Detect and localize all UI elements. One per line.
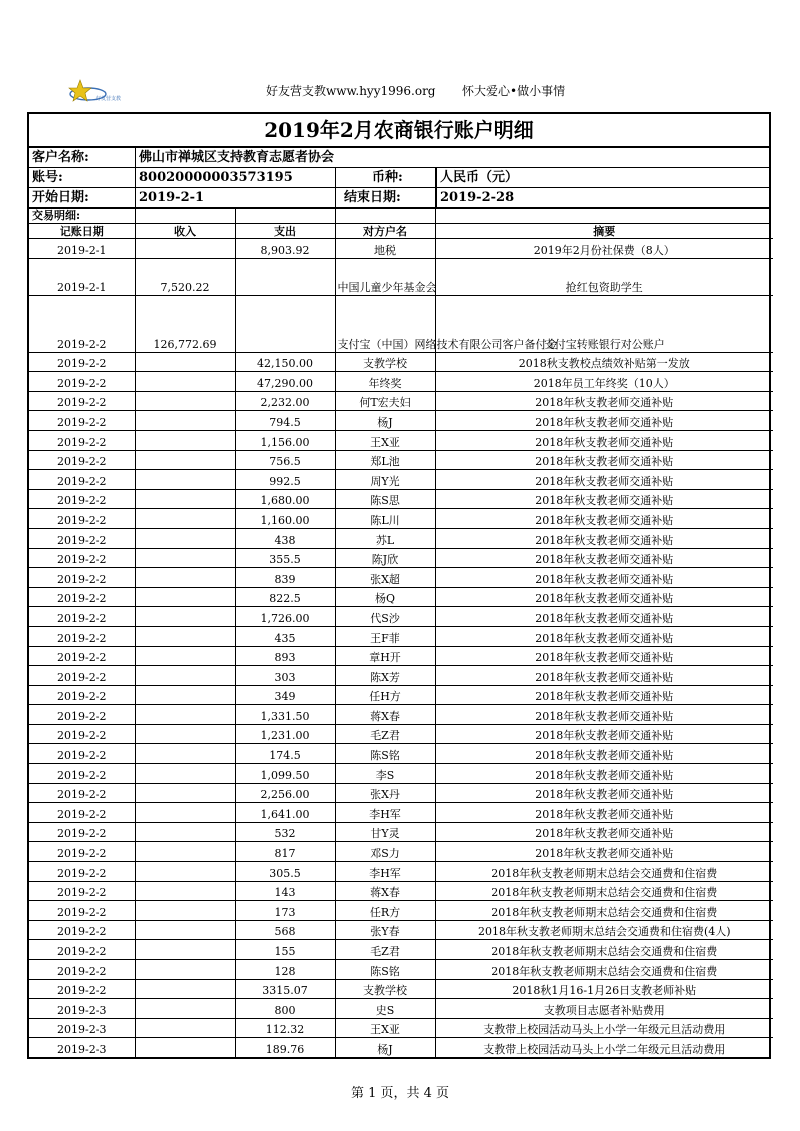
row-memo: 2018年秋支教老师交通补贴	[435, 548, 773, 568]
date-range-row	[29, 188, 769, 209]
row-party: 支教学校	[335, 979, 435, 999]
row-date: 2019-2-2	[29, 411, 135, 431]
row-expense: 435	[235, 626, 335, 646]
row-party: 李S	[335, 764, 435, 784]
row-expense: 47,290.00	[235, 372, 335, 392]
table-row	[29, 881, 773, 901]
table-row	[29, 411, 773, 431]
row-income	[135, 1018, 235, 1038]
row-date: 2019-2-2	[29, 489, 135, 509]
row-expense: 1,726.00	[235, 607, 335, 627]
row-income	[135, 705, 235, 725]
row-date: 2019-2-2	[29, 842, 135, 862]
row-expense: 756.5	[235, 450, 335, 470]
row-date: 2019-2-2	[29, 744, 135, 764]
customer-value: 佛山市禅城区支持教育志愿者协会	[135, 148, 771, 167]
row-memo: 2018年秋支教老师期末总结会交通费和住宿费	[435, 901, 773, 921]
row-expense: 438	[235, 528, 335, 548]
row-party: 张X丹	[335, 783, 435, 803]
row-income	[135, 842, 235, 862]
row-income	[135, 666, 235, 686]
row-memo: 2018年秋支教老师期末总结会交通费和住宿费	[435, 960, 773, 980]
row-expense: 8,903.92	[235, 239, 335, 259]
row-expense	[235, 258, 335, 295]
row-party: 杨Q	[335, 587, 435, 607]
slogan-text: 怀大爱心•做小事情	[462, 84, 566, 98]
row-party: 年终奖	[335, 372, 435, 392]
table-row	[29, 607, 773, 627]
currency-label: 币种:	[335, 168, 435, 187]
table-row	[29, 744, 773, 764]
row-party: 代S沙	[335, 607, 435, 627]
detail-blank-4	[435, 209, 771, 223]
row-party: 中国儿童少年基金会	[335, 258, 435, 295]
row-date: 2019-2-2	[29, 764, 135, 784]
detail-blank-2	[235, 209, 335, 223]
row-expense: 189.76	[235, 1038, 335, 1057]
row-party: 蒋X春	[335, 881, 435, 901]
row-date: 2019-2-2	[29, 470, 135, 490]
end-date-value: 2019-2-28	[435, 188, 771, 207]
row-party: 张X超	[335, 568, 435, 588]
table-row	[29, 258, 773, 295]
row-date: 2019-2-2	[29, 587, 135, 607]
row-expense: 173	[235, 901, 335, 921]
col-header-income: 收入	[135, 224, 235, 239]
row-expense: 1,156.00	[235, 430, 335, 450]
row-expense: 303	[235, 666, 335, 686]
row-memo: 抢红包资助学生	[435, 258, 773, 295]
row-expense: 355.5	[235, 548, 335, 568]
row-party: 何T宏夫妇	[335, 391, 435, 411]
row-income	[135, 920, 235, 940]
row-expense: 794.5	[235, 411, 335, 431]
row-memo: 支付宝转账银行对公账户	[435, 295, 773, 352]
row-memo: 2018年员工年终奖（10人）	[435, 372, 773, 392]
row-party: 蒋X春	[335, 705, 435, 725]
row-date: 2019-2-2	[29, 960, 135, 980]
row-memo: 2018年秋支教老师交通补贴	[435, 646, 773, 666]
row-expense: 112.32	[235, 1018, 335, 1038]
row-expense: 568	[235, 920, 335, 940]
row-party: 李H军	[335, 803, 435, 823]
table-row	[29, 626, 773, 646]
row-date: 2019-2-3	[29, 1038, 135, 1057]
row-expense: 3315.07	[235, 979, 335, 999]
row-expense: 1,331.50	[235, 705, 335, 725]
table-row	[29, 979, 773, 999]
account-label: 账号:	[32, 170, 63, 185]
row-income	[135, 960, 235, 980]
start-date-label: 开始日期:	[32, 190, 89, 205]
table-row	[29, 295, 773, 352]
row-party: 陈L川	[335, 509, 435, 529]
row-expense: 143	[235, 881, 335, 901]
start-date-value: 2019-2-1	[135, 188, 335, 207]
table-row	[29, 862, 773, 882]
row-memo: 2018年秋支教老师交通补贴	[435, 411, 773, 431]
table-row	[29, 568, 773, 588]
row-memo: 2018年秋支教老师期末总结会交通费和住宿费	[435, 881, 773, 901]
row-date: 2019-2-2	[29, 450, 135, 470]
row-income	[135, 391, 235, 411]
row-income	[135, 646, 235, 666]
row-date: 2019-2-2	[29, 391, 135, 411]
row-income	[135, 372, 235, 392]
row-party: 陈S铭	[335, 960, 435, 980]
ledger-sheet	[27, 112, 771, 1059]
row-party: 陈S铭	[335, 744, 435, 764]
row-party: 史S	[335, 999, 435, 1019]
row-party: 周Y光	[335, 470, 435, 490]
row-memo: 2018年秋支教老师交通补贴	[435, 685, 773, 705]
table-row	[29, 430, 773, 450]
row-income	[135, 822, 235, 842]
row-memo: 2018秋支教校点绩效补贴第一发放	[435, 352, 773, 372]
row-memo: 支教带上校园活动马头上小学二年级元旦活动费用	[435, 1038, 773, 1057]
row-date: 2019-2-2	[29, 548, 135, 568]
row-expense: 1,099.50	[235, 764, 335, 784]
row-expense: 992.5	[235, 470, 335, 490]
row-expense: 128	[235, 960, 335, 980]
detail-label-row	[29, 209, 769, 224]
row-memo: 2018年秋支教老师交通补贴	[435, 626, 773, 646]
col-header-memo: 摘要	[435, 224, 773, 239]
row-expense: 1,641.00	[235, 803, 335, 823]
account-row	[29, 168, 769, 188]
row-party: 李H军	[335, 862, 435, 882]
detail-label: 交易明细:	[32, 209, 81, 222]
row-expense: 817	[235, 842, 335, 862]
row-date: 2019-2-2	[29, 881, 135, 901]
row-income	[135, 239, 235, 259]
row-date: 2019-2-2	[29, 646, 135, 666]
row-memo: 2018年秋支教老师交通补贴	[435, 842, 773, 862]
table-row	[29, 999, 773, 1019]
row-date: 2019-2-2	[29, 666, 135, 686]
row-date: 2019-2-2	[29, 685, 135, 705]
table-row	[29, 822, 773, 842]
row-memo: 2018年秋支教老师期末总结会交通费和住宿费	[435, 862, 773, 882]
row-income	[135, 470, 235, 490]
row-income	[135, 783, 235, 803]
table-row	[29, 940, 773, 960]
row-date: 2019-2-2	[29, 295, 135, 352]
customer-row	[29, 148, 769, 168]
row-income	[135, 724, 235, 744]
table-row	[29, 646, 773, 666]
row-party: 任R方	[335, 901, 435, 921]
table-row	[29, 842, 773, 862]
row-party: 郑L池	[335, 450, 435, 470]
row-income	[135, 803, 235, 823]
row-date: 2019-2-2	[29, 901, 135, 921]
row-expense: 822.5	[235, 587, 335, 607]
row-income	[135, 626, 235, 646]
row-memo: 2018年秋支教老师交通补贴	[435, 822, 773, 842]
row-date: 2019-2-2	[29, 430, 135, 450]
table-header-row	[29, 224, 773, 239]
row-income	[135, 509, 235, 529]
row-income	[135, 764, 235, 784]
row-party: 支教学校	[335, 352, 435, 372]
row-party: 陈S思	[335, 489, 435, 509]
row-memo: 2019年2月份社保费（8人）	[435, 239, 773, 259]
row-expense: 532	[235, 822, 335, 842]
row-income	[135, 999, 235, 1019]
row-date: 2019-2-2	[29, 528, 135, 548]
row-income	[135, 489, 235, 509]
row-party: 章H开	[335, 646, 435, 666]
row-expense: 1,680.00	[235, 489, 335, 509]
row-expense: 349	[235, 685, 335, 705]
table-row	[29, 705, 773, 725]
row-date: 2019-2-2	[29, 920, 135, 940]
row-memo: 2018年秋支教老师交通补贴	[435, 391, 773, 411]
row-expense: 2,256.00	[235, 783, 335, 803]
row-expense: 893	[235, 646, 335, 666]
page-header	[66, 78, 766, 108]
row-memo: 2018年秋支教老师交通补贴	[435, 744, 773, 764]
table-row	[29, 391, 773, 411]
row-expense: 174.5	[235, 744, 335, 764]
table-row	[29, 685, 773, 705]
row-memo: 2018年秋支教老师交通补贴	[435, 430, 773, 450]
table-row	[29, 509, 773, 529]
table-row	[29, 239, 773, 259]
row-date: 2019-2-2	[29, 724, 135, 744]
row-party: 王F菲	[335, 626, 435, 646]
row-income: 7,520.22	[135, 258, 235, 295]
row-party: 支付宝（中国）网络技术有限公司客户备付金	[335, 295, 435, 352]
row-memo: 2018年秋支教老师交通补贴	[435, 568, 773, 588]
row-income	[135, 901, 235, 921]
row-date: 2019-2-2	[29, 979, 135, 999]
transaction-table-body	[29, 239, 773, 1057]
row-memo: 支教项目志愿者补贴费用	[435, 999, 773, 1019]
table-row	[29, 803, 773, 823]
end-date-label: 结束日期:	[335, 188, 435, 207]
row-memo: 2018年秋支教老师期末总结会交通费和住宿费(4人)	[435, 920, 773, 940]
row-memo: 2018年秋支教老师交通补贴	[435, 489, 773, 509]
table-row	[29, 528, 773, 548]
table-row	[29, 764, 773, 784]
table-row	[29, 1018, 773, 1038]
row-memo: 2018年秋支教老师交通补贴	[435, 666, 773, 686]
row-party: 王X亚	[335, 1018, 435, 1038]
row-date: 2019-2-2	[29, 803, 135, 823]
row-memo: 2018年秋支教老师交通补贴	[435, 509, 773, 529]
row-expense: 1,160.00	[235, 509, 335, 529]
row-party: 王X亚	[335, 430, 435, 450]
svg-text:好友营支教: 好友营支教	[96, 96, 122, 102]
row-income	[135, 881, 235, 901]
table-row	[29, 920, 773, 940]
row-income	[135, 979, 235, 999]
row-date: 2019-2-2	[29, 568, 135, 588]
row-date: 2019-2-1	[29, 258, 135, 295]
customer-label: 客户名称:	[32, 150, 89, 165]
transaction-table	[29, 224, 773, 1057]
row-party: 毛Z君	[335, 724, 435, 744]
row-memo: 2018年秋支教老师交通补贴	[435, 607, 773, 627]
row-income	[135, 744, 235, 764]
row-income	[135, 450, 235, 470]
table-row	[29, 470, 773, 490]
row-date: 2019-2-1	[29, 239, 135, 259]
row-expense: 839	[235, 568, 335, 588]
table-row	[29, 724, 773, 744]
row-expense: 305.5	[235, 862, 335, 882]
page-footer: 第 1 页，共 4 页	[350, 1086, 450, 1101]
row-date: 2019-2-2	[29, 509, 135, 529]
page-title: 2019年2月农商银行账户明细	[29, 114, 769, 148]
row-date: 2019-2-2	[29, 705, 135, 725]
row-income	[135, 587, 235, 607]
row-expense: 800	[235, 999, 335, 1019]
row-memo: 2018年秋支教老师交通补贴	[435, 705, 773, 725]
table-row	[29, 548, 773, 568]
row-party: 邓S力	[335, 842, 435, 862]
detail-blank-3	[335, 209, 435, 223]
table-row	[29, 489, 773, 509]
table-row	[29, 783, 773, 803]
row-income	[135, 607, 235, 627]
row-party: 甘Y灵	[335, 822, 435, 842]
row-party: 陈J欣	[335, 548, 435, 568]
row-expense: 2,232.00	[235, 391, 335, 411]
row-memo: 2018年秋支教老师交通补贴	[435, 783, 773, 803]
row-income	[135, 862, 235, 882]
row-party: 张Y春	[335, 920, 435, 940]
row-date: 2019-2-3	[29, 1018, 135, 1038]
row-memo: 2018年秋支教老师交通补贴	[435, 450, 773, 470]
row-income	[135, 568, 235, 588]
col-header-party: 对方户名	[335, 224, 435, 239]
currency-value: 人民币（元）	[435, 168, 771, 187]
row-date: 2019-2-2	[29, 372, 135, 392]
row-memo: 2018年秋支教老师交通补贴	[435, 803, 773, 823]
row-memo: 2018年秋支教老师期末总结会交通费和住宿费	[435, 940, 773, 960]
row-memo: 2018年秋支教老师交通补贴	[435, 724, 773, 744]
row-expense	[235, 295, 335, 352]
account-value: 80020000003573195	[135, 168, 335, 187]
table-row	[29, 450, 773, 470]
table-row	[29, 1038, 773, 1057]
row-income	[135, 528, 235, 548]
row-date: 2019-2-2	[29, 352, 135, 372]
row-party: 毛Z君	[335, 940, 435, 960]
row-date: 2019-2-2	[29, 626, 135, 646]
row-memo: 2018年秋支教老师交通补贴	[435, 528, 773, 548]
row-income	[135, 352, 235, 372]
table-row	[29, 352, 773, 372]
row-income	[135, 430, 235, 450]
row-memo: 2018年秋支教老师交通补贴	[435, 587, 773, 607]
row-memo: 2018年秋支教老师交通补贴	[435, 470, 773, 490]
row-date: 2019-2-3	[29, 999, 135, 1019]
table-row	[29, 372, 773, 392]
row-income	[135, 940, 235, 960]
detail-blank-1	[135, 209, 235, 223]
hyy-star-logo-icon	[66, 78, 126, 106]
row-party: 杨J	[335, 1038, 435, 1057]
row-income	[135, 1038, 235, 1057]
table-row	[29, 666, 773, 686]
row-date: 2019-2-2	[29, 940, 135, 960]
row-expense: 155	[235, 940, 335, 960]
row-date: 2019-2-2	[29, 862, 135, 882]
table-row	[29, 901, 773, 921]
row-party: 任H方	[335, 685, 435, 705]
row-memo: 2018秋1月16-1月26日支教老师补贴	[435, 979, 773, 999]
row-party: 陈X芳	[335, 666, 435, 686]
table-row	[29, 960, 773, 980]
row-income	[135, 548, 235, 568]
col-header-date: 记账日期	[29, 224, 135, 239]
row-party: 苏L	[335, 528, 435, 548]
site-url-text: 好友营支教www.hyy1996.org	[266, 84, 436, 98]
row-income	[135, 685, 235, 705]
row-expense: 1,231.00	[235, 724, 335, 744]
row-party: 地税	[335, 239, 435, 259]
row-date: 2019-2-2	[29, 607, 135, 627]
col-header-expense: 支出	[235, 224, 335, 239]
row-party: 杨J	[335, 411, 435, 431]
row-memo: 2018年秋支教老师交通补贴	[435, 764, 773, 784]
row-memo: 支教带上校园活动马头上小学一年级元旦活动费用	[435, 1018, 773, 1038]
row-date: 2019-2-2	[29, 822, 135, 842]
table-row	[29, 587, 773, 607]
row-expense: 42,150.00	[235, 352, 335, 372]
row-income	[135, 411, 235, 431]
row-date: 2019-2-2	[29, 783, 135, 803]
row-income: 126,772.69	[135, 295, 235, 352]
